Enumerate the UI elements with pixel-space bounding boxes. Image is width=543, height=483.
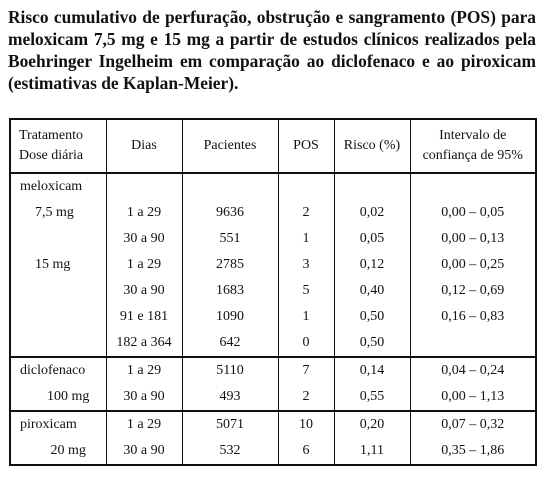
- header-days: Dias: [106, 119, 182, 173]
- dose-cell: 7,5 mg: [10, 200, 106, 226]
- drug-name: meloxicam: [10, 173, 106, 200]
- days-cell: 30 a 90: [106, 384, 182, 411]
- pos-cell: 0: [278, 330, 334, 357]
- dose-cell: 15 mg: [10, 252, 106, 278]
- patients-cell: 5071: [182, 411, 278, 438]
- patients-cell: 2785: [182, 252, 278, 278]
- dose-cell: [10, 226, 106, 252]
- header-ci-line1: Intervalo de: [439, 128, 507, 143]
- dose-cell: 20 mg: [10, 438, 106, 465]
- header-ci-line2: confiança de 95%: [422, 148, 523, 163]
- ci-cell: 0,12 – 0,69: [410, 278, 536, 304]
- header-confidence-interval: [410, 119, 536, 173]
- table-row: [10, 330, 536, 357]
- dose-cell: [10, 330, 106, 357]
- header-pos: POS: [278, 119, 334, 173]
- header-treatment-line2: Dose diária: [19, 148, 84, 163]
- ci-cell: 0,07 – 0,32: [410, 411, 536, 438]
- ci-cell: 0,04 – 0,24: [410, 357, 536, 384]
- pos-cell: 1: [278, 226, 334, 252]
- pos-cell: 10: [278, 411, 334, 438]
- header-treatment-line1: Tratamento: [19, 128, 84, 143]
- dose-cell: 100 mg: [10, 384, 106, 411]
- risk-cell: 0,05: [334, 226, 410, 252]
- table-row: [10, 278, 536, 304]
- drug-name: piroxicam: [10, 411, 106, 438]
- table-row: [10, 173, 536, 200]
- dose-cell: [10, 304, 106, 330]
- table-row: [10, 252, 536, 278]
- risk-cell: 0,14: [334, 357, 410, 384]
- table-row: [10, 357, 536, 384]
- days-cell: 30 a 90: [106, 438, 182, 465]
- patients-cell: 1090: [182, 304, 278, 330]
- risk-cell: 0,20: [334, 411, 410, 438]
- ci-cell: 0,00 – 0,05: [410, 200, 536, 226]
- patients-cell: 642: [182, 330, 278, 357]
- pos-cell: 3: [278, 252, 334, 278]
- ci-cell: 0,35 – 1,86: [410, 438, 536, 465]
- ci-cell: 0,00 – 1,13: [410, 384, 536, 411]
- header-patients: Pacientes: [182, 119, 278, 173]
- table-header-row: [10, 119, 536, 173]
- risk-cell: 0,40: [334, 278, 410, 304]
- table-row: [10, 384, 536, 411]
- header-treatment: [10, 119, 106, 173]
- table-row: [10, 438, 536, 465]
- risk-cell: 0,55: [334, 384, 410, 411]
- risk-cell: 0,50: [334, 304, 410, 330]
- days-cell: 91 e 181: [106, 304, 182, 330]
- patients-cell: 5110: [182, 357, 278, 384]
- ci-cell: 0,16 – 0,83: [410, 304, 536, 330]
- kaplan-meier-table: [9, 118, 537, 466]
- patients-cell: 493: [182, 384, 278, 411]
- risk-cell: 0,50: [334, 330, 410, 357]
- table-row: [10, 304, 536, 330]
- pos-cell: 2: [278, 384, 334, 411]
- ci-cell: [410, 330, 536, 357]
- patients-cell: 9636: [182, 200, 278, 226]
- pos-cell: 6: [278, 438, 334, 465]
- days-cell: 30 a 90: [106, 278, 182, 304]
- drug-name: diclofenaco: [10, 357, 106, 384]
- ci-cell: 0,00 – 0,25: [410, 252, 536, 278]
- ci-cell: 0,00 – 0,13: [410, 226, 536, 252]
- risk-cell: 0,02: [334, 200, 410, 226]
- dose-cell: [10, 278, 106, 304]
- pos-cell: 1: [278, 304, 334, 330]
- patients-cell: 551: [182, 226, 278, 252]
- risk-cell: 1,11: [334, 438, 410, 465]
- table-row: [10, 200, 536, 226]
- patients-cell: 1683: [182, 278, 278, 304]
- pos-cell: 7: [278, 357, 334, 384]
- document-title: Risco cumulativo de perfuração, obstrução e sangramento (POS) para meloxicam 7,5 mg e 15 mg a partir de estudos clínicos realizados pela Boehringer Ingelheim em comparação ao diclofenaco e ao piroxicam (estimativas de Kaplan-Meier).: [8, 7, 536, 93]
- header-risk: Risco (%): [334, 119, 410, 173]
- days-cell: 1 a 29: [106, 357, 182, 384]
- pos-cell: 5: [278, 278, 334, 304]
- table-row: [10, 411, 536, 438]
- days-cell: 1 a 29: [106, 200, 182, 226]
- table-row: [10, 226, 536, 252]
- days-cell: 182 a 364: [106, 330, 182, 357]
- patients-cell: 532: [182, 438, 278, 465]
- days-cell: 1 a 29: [106, 252, 182, 278]
- risk-cell: 0,12: [334, 252, 410, 278]
- days-cell: 30 a 90: [106, 226, 182, 252]
- pos-cell: 2: [278, 200, 334, 226]
- days-cell: 1 a 29: [106, 411, 182, 438]
